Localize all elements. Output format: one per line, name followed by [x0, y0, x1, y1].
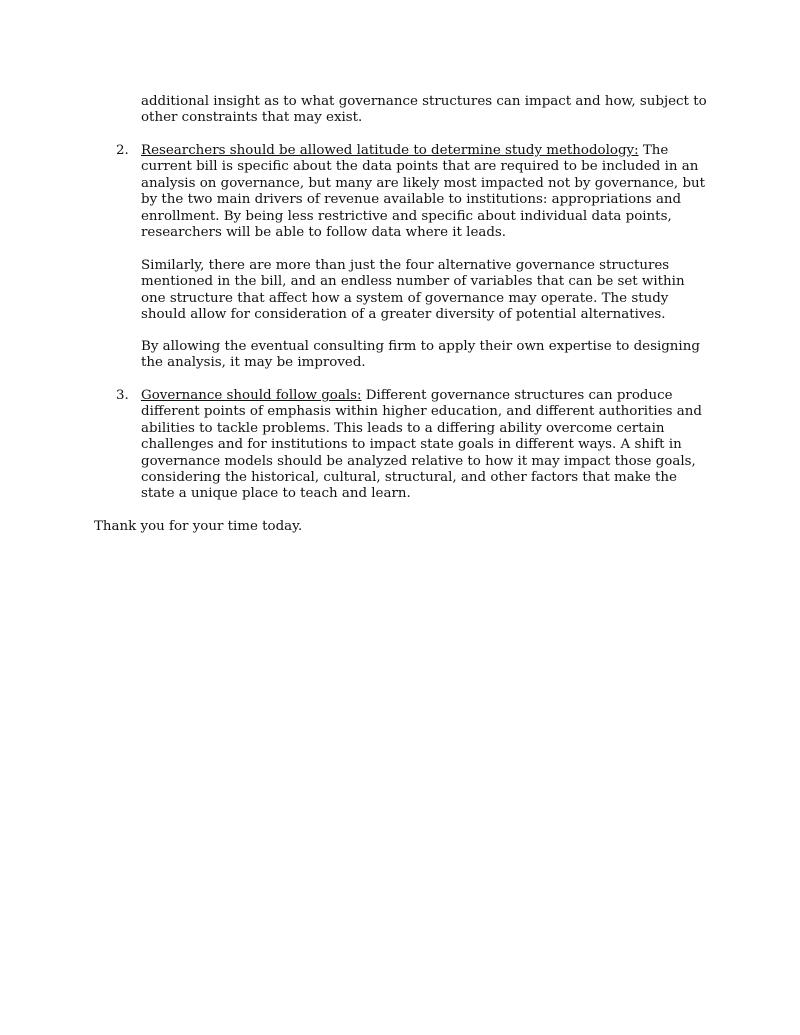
- list-item-3: [116, 388, 709, 503]
- item-heading: Governance should follow goals:: [141, 388, 362, 403]
- closing-line: Thank you for your time today.: [94, 519, 303, 534]
- list-item-2: [116, 143, 709, 241]
- item-heading: Researchers should be allowed latitude to determine study methodology:: [141, 143, 639, 158]
- continuation-paragraph: additional insight as to what governance structures can impact and how, subject to other constraints that may exist.: [141, 94, 707, 126]
- item-2-paragraph-by-allowing: By allowing the eventual consulting firm to apply their own expertise to designing the analysis, it may be improved.: [141, 339, 700, 371]
- item-2-paragraph-similarly: Similarly, there are more than just the four alternative governance structures mentioned in the bill, and an endless number of variables that can be set within one structure that affect how a system of governance may operate. The study should allow for consideration of a greater diversity of potential alternatives.: [141, 258, 685, 323]
- list-number: 2.: [116, 143, 129, 158]
- item-text: The current bill is specific about the data points that are required to be included in an analysis on governance, but many are likely most impacted not by governance, but by the two main drivers of revenue available to institutions: appropriations and enrollment. By being less restrictive and specific about individual data points, researchers will be able to follow data where it leads.: [141, 143, 706, 241]
- item-text: Different governance structures can produce different points of emphasis within higher education, and different authorities and abilities to tackle problems. This leads to a differing ability overcome certain challenges and for institutions to impact state goals in different ways. A shift in governance models should be analyzed relative to how it may impact those goals, considering the historical, cultural, structural, and other factors that make the state a unique place to teach and learn.: [141, 388, 702, 502]
- list-item-body: [141, 388, 709, 503]
- list-number: 3.: [116, 388, 129, 403]
- list-item-body: [141, 143, 709, 241]
